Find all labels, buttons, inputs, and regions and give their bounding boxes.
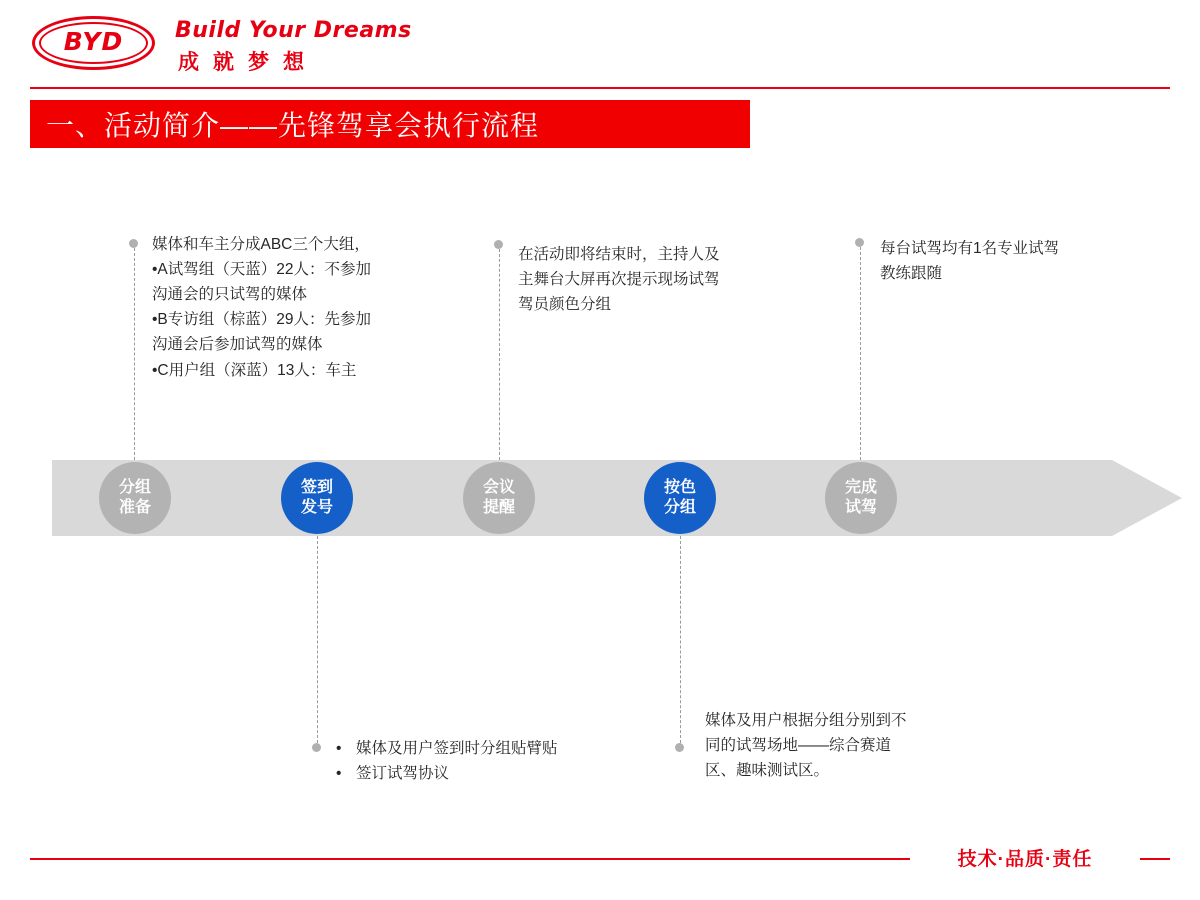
callout-grouping [152,232,422,383]
callout-coach [880,236,1150,286]
bullet-icon: • [336,740,342,757]
bullet-icon: • [336,765,342,783]
callout-signin-item-1-text: 媒体及用户签到时分组贴臂贴 [356,740,558,757]
connector-line-grouping [134,248,136,460]
slide-header [0,0,1200,88]
callout-coach-line-1: 每台试驾均有1名专业试驾 [880,240,1060,257]
arrow-body [52,460,1112,536]
byd-logo [32,16,157,72]
callout-dot-grouping [129,239,138,248]
page-title [30,100,750,148]
flow-node-4-line1: 按色 [663,479,696,496]
slogan-chinese: 成就梦想 [178,51,318,74]
page-title-text: 一、活动简介——先锋驾享会执行流程 [46,110,540,141]
callout-reminder-line-3: 驾员颜色分组 [518,296,612,314]
flow-node-5-line2: 试驾 [844,499,877,516]
flow-node-1[interactable] [99,462,171,534]
connector-line-reminder [499,249,501,460]
callout-colorgroup-line-2: 同的试驾场地——综合赛道 [705,737,892,755]
callout-signin [336,736,656,786]
connector-line-signin [317,536,319,748]
flow-node-1-line1: 分组 [118,479,151,496]
callout-dot-reminder [494,240,503,249]
slogan-english: Build Your Dreams [175,18,412,43]
callout-reminder-line-2: 主舞台大屏再次提示现场试驾 [518,271,720,289]
callout-dot-colorgroup [675,743,684,752]
connector-line-colorgroup [680,536,682,748]
callout-colorgroup-line-3: 区、趣味测试区。 [705,762,830,780]
callout-grouping-line-3: 沟通会的只试驾的媒体 [152,286,308,304]
flow-node-2-line2: 发号 [300,499,333,516]
flow-node-5-line1: 完成 [844,479,877,496]
flow-node-5[interactable] [825,462,897,534]
callout-grouping-line-5: 沟通会后参加试驾的媒体 [152,336,323,354]
callout-reminder-line-1: 在活动即将结束时，主持人及 [518,246,720,263]
callout-grouping-line-4: •B专访组（棕蓝）29人：先参加 [152,311,372,329]
callout-reminder [518,242,778,317]
footer-divider-left [30,858,910,860]
callout-signin-item-1 [336,736,656,761]
header-divider [30,87,1170,89]
flow-node-3-line2: 提醒 [482,499,515,516]
callout-grouping-line-2: •A试驾组（天蓝）22人：不参加 [152,261,372,279]
callout-signin-item-2 [336,761,656,786]
callout-dot-signin [312,743,321,752]
footer-divider-right [1140,858,1170,860]
flow-node-1-line2: 准备 [118,499,151,516]
flow-node-4[interactable] [644,462,716,534]
footer-slogan: 技术·品质·责任 [957,849,1093,870]
connector-line-coach [860,247,862,460]
arrow-head [1112,460,1182,536]
callout-colorgroup-line-1: 媒体及用户根据分组分别到不 [705,712,907,729]
callout-colorgroup [705,708,985,783]
flow-node-4-line2: 分组 [663,499,696,516]
logo-wordmark: BYD [63,27,124,56]
callout-grouping-line-1: 媒体和车主分成ABC三个大组， [152,236,370,253]
flow-node-2[interactable] [281,462,353,534]
process-arrow-band [52,460,1182,536]
callout-signin-item-2-text: 签订试驾协议 [356,765,450,783]
callout-grouping-line-6: •C用户组（深蓝）13人：车主 [152,361,357,379]
callout-coach-line-2: 教练跟随 [880,265,943,283]
callout-dot-coach [855,238,864,247]
flow-node-3[interactable] [463,462,535,534]
flow-node-3-line1: 会议 [482,479,515,496]
flow-node-2-line1: 签到 [300,479,333,496]
